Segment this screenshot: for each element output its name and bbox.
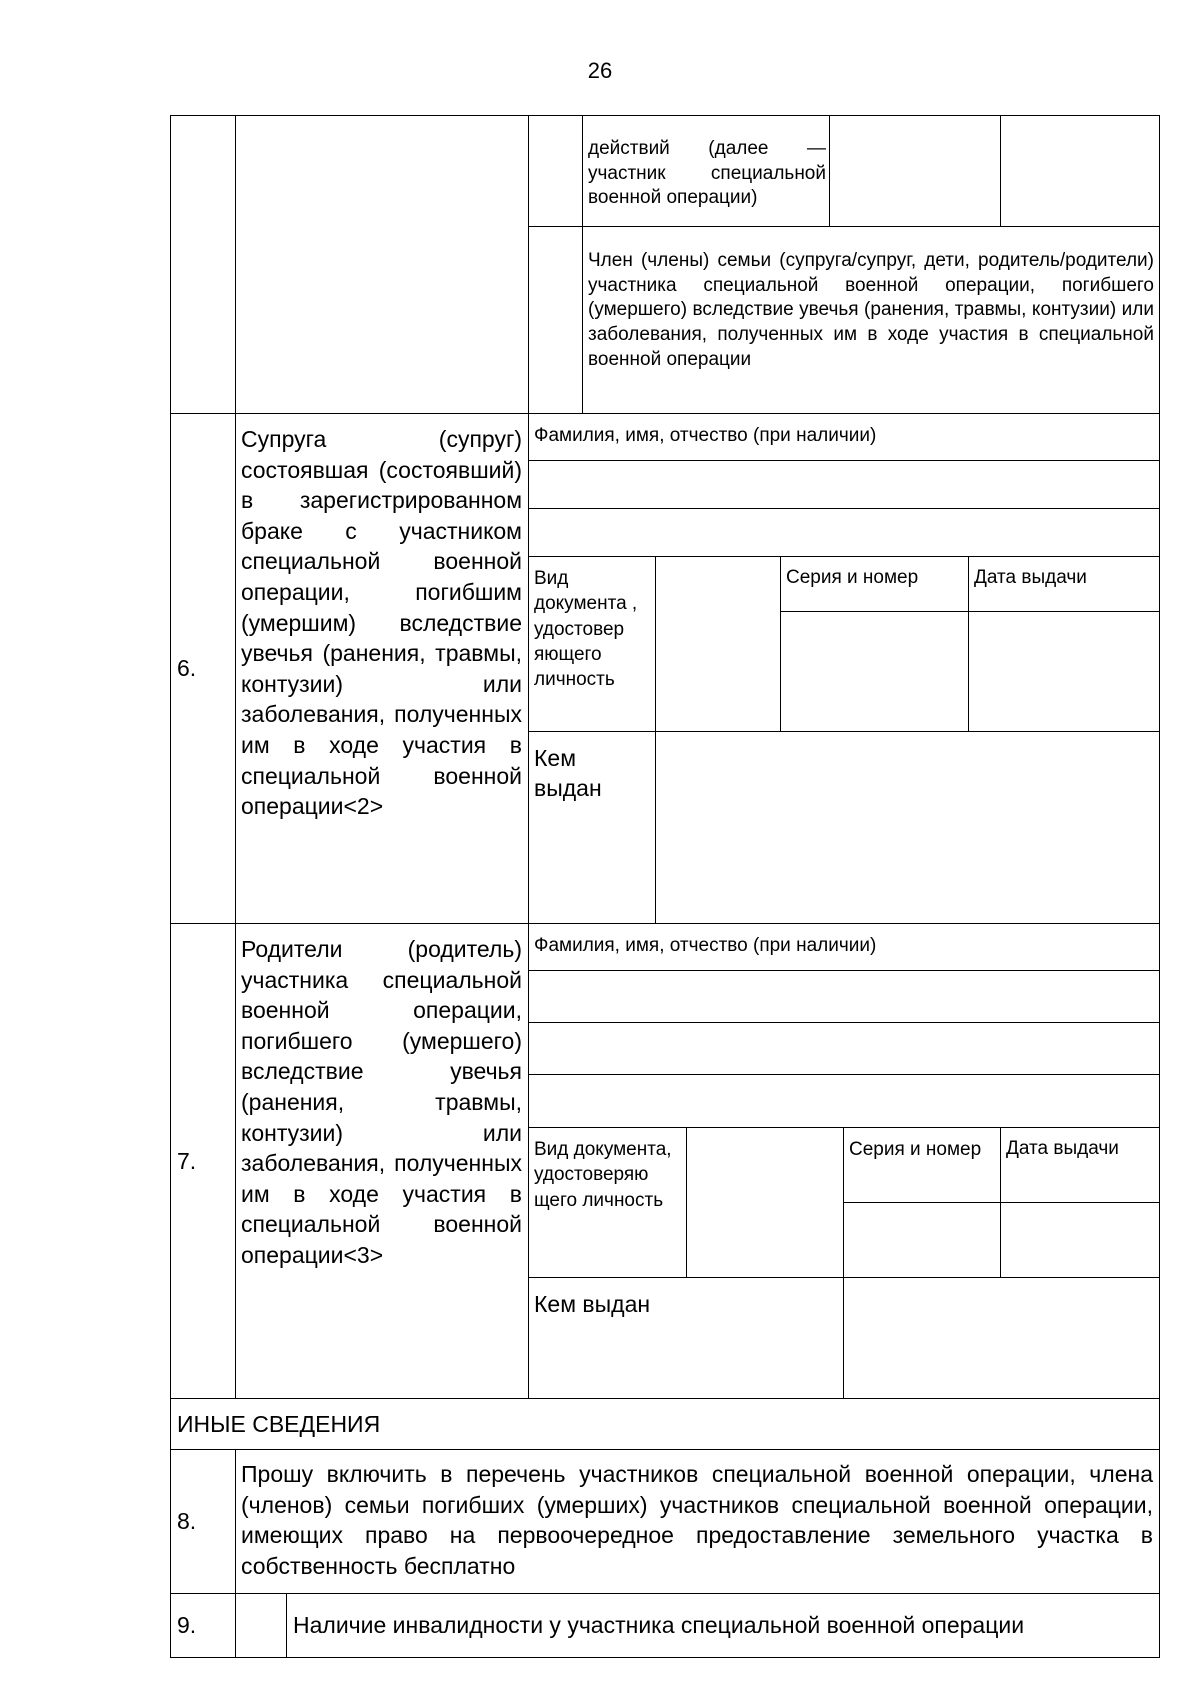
section6-description: Супруга (супруг) состоявшая (состоявший) в зарегистрированном браке с участником специальной военной операции, погибшим (умершим) вследствие увечья (ранения, травмы, контузии) или заболевания, полученных им в ходе участия в специальной военной операции<2>: [241, 426, 522, 820]
section6-date-label: Дата выдачи: [974, 567, 1087, 588]
participant-checkbox[interactable]: [529, 116, 582, 226]
section6-doc-type-field[interactable]: [656, 557, 780, 731]
section7-fio-field-2[interactable]: [529, 1023, 1159, 1074]
section6-series-label: Серия и номер: [786, 567, 919, 588]
section6-issued-by-field[interactable]: [656, 732, 1159, 923]
section6-issued-by-label: Кем выдан: [534, 745, 602, 802]
participant-definition-tail: действий (далее — участник специальной военной операции): [588, 138, 826, 209]
section8-text: Прошу включить в перечень участников специальной военной операции, члена (членов) семьи погибших (умерших) участников специальной военной операции, имеющих право на первоочередное предоставление земельного участка в собственность бесплатно: [241, 1461, 1153, 1579]
participant-field-1[interactable]: [830, 116, 1000, 226]
section7-description: Родители (родитель) участника специальной военной операции, погибшего (умершего) вследствие увечья (ранения, травмы, контузии) или заболевания, полученных им в ходе участия в специальной военной операции<3>: [241, 936, 522, 1268]
section7-issued-by-field[interactable]: [844, 1278, 1159, 1398]
section6-fio-field-2[interactable]: [529, 509, 1159, 556]
section7-date-field[interactable]: [1001, 1203, 1159, 1277]
section7-issued-by-label: Кем выдан: [534, 1291, 651, 1317]
section7-doc-type-field[interactable]: [687, 1128, 843, 1277]
family-member-checkbox[interactable]: [529, 227, 582, 413]
section6-series-field[interactable]: [781, 612, 968, 731]
section9-number: 9.: [177, 1612, 197, 1638]
section9-text: Наличие инвалидности у участника специальной военной операции: [293, 1612, 1025, 1638]
section7-series-label: Серия и номер: [849, 1139, 982, 1160]
page-number: 26: [587, 58, 613, 83]
section7-fio-field-3[interactable]: [529, 1075, 1159, 1127]
participant-field-2[interactable]: [1001, 116, 1159, 226]
section6-fio-label: Фамилия, имя, отчество (при наличии): [534, 425, 877, 446]
other-info-heading: ИНЫЕ СВЕДЕНИЯ: [177, 1411, 381, 1437]
section8-number: 8.: [177, 1508, 197, 1534]
family-member-definition: Член (члены) семьи (супруга/супруг, дети, родитель/родители) участника специальной военной операции, погибшего (умершего) вследствие увечья (ранения, травмы, контузии) или заболевания, полученных им в ходе участия в специальной военной операции: [588, 250, 1154, 370]
section6-doc-type-label: Вид документа , удостовер яющего личность: [534, 568, 638, 691]
section6-number: 6.: [177, 655, 197, 681]
section7-date-label: Дата выдачи: [1006, 1138, 1119, 1159]
section9-checkbox[interactable]: [236, 1594, 286, 1657]
section7-doc-type-label: Вид документа, удостоверяю щего личность: [534, 1139, 672, 1211]
section7-fio-label: Фамилия, имя, отчество (при наличии): [534, 935, 877, 956]
section7-series-field[interactable]: [844, 1203, 1000, 1277]
section7-number: 7.: [177, 1148, 197, 1174]
section6-date-field[interactable]: [969, 612, 1159, 731]
section6-fio-field-1[interactable]: [529, 461, 1159, 508]
section7-fio-field-1[interactable]: [529, 971, 1159, 1022]
